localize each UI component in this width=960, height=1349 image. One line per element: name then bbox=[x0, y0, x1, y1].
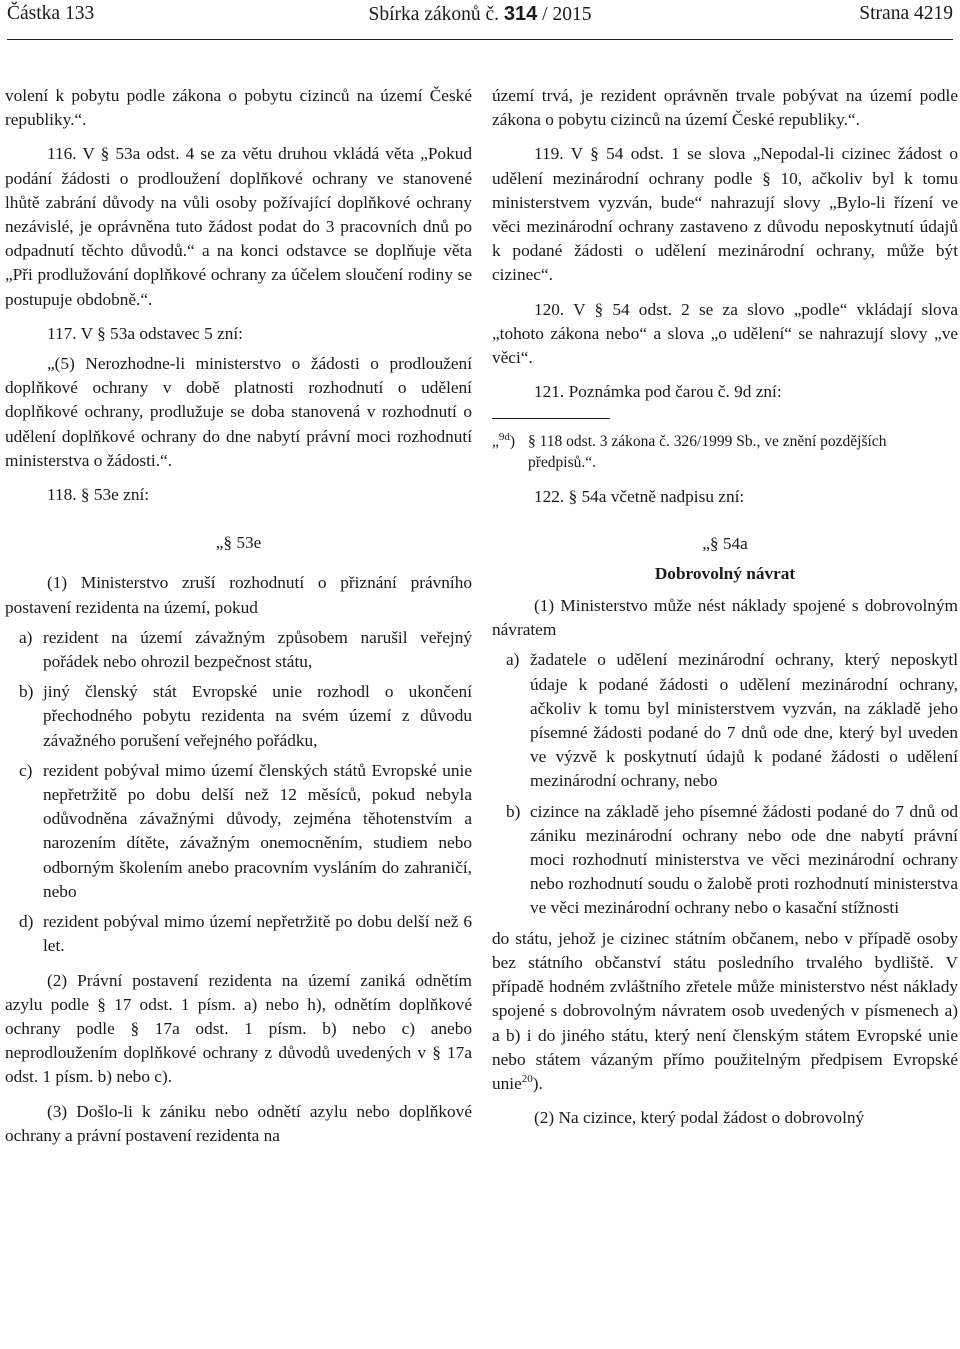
list-item: d) rezident pobýval mimo území nepřetržitě po dobu delší než 6 let. bbox=[19, 912, 472, 956]
section-53e-subsection-1: (1) Ministerstvo zruší rozhodnutí o přiznání právního postavení rezidenta na území, pokud bbox=[5, 573, 472, 617]
amendment-117: 117. V § 53a odstavec 5 zní: bbox=[47, 323, 243, 343]
section-54a-subsection-1-outro: do státu, jehož je cizinec státním občanem, nebo v případě osoby bez státního občanství státu posledního trvalého bydliště. V případě hodném zvláštního zřetele může ministerstvo nést náklady spojené s dobrovolným návratem osob uvedených v písmenech a) a b) i do jiného státu, který není členským státem Evropské unie nebo státem vázaným přímo použitelným předpisem Evropské unie$^{20}$). bbox=[492, 928, 958, 1093]
header-rule bbox=[7, 39, 953, 40]
issue-number: Částka 133 bbox=[7, 3, 95, 24]
paragraph-continuation: volení k pobytu podle zákona o pobytu cizinců na území České republiky.“. bbox=[5, 86, 472, 130]
right-column bbox=[492, 84, 958, 1130]
list-item: a) rezident na území závažným způsobem narušil veřejný pořádek nebo ohrozil bezpečnost státu, bbox=[19, 627, 472, 672]
amendment-119: 119. V § 54 odst. 1 se slova „Nepodal-li cizinec žádost o udělení mezinárodní ochrany podle § 10, ačkoliv byl k tomu ministerstvem vyzván, bude“ nahrazují slovy „Bylo-li řízení ve věci mezinárodní ochrany zastaveno z důvodu neposkytnutí údajů k podané žádosti o udělení mezinárodní ochrany, může být cizinec“. bbox=[492, 144, 958, 285]
subsection-5-text: „(5) Nerozhodne-li ministerstvo o žádosti o prodloužení doplňkové ochrany v době platnosti rozhodnutí o udělení doplňkové ochrany, prodlužuje se doba stanovená v rozhodnutí o udělení doplňkové ochrany do dne nabytí právní moci rozhodnutí ministerstva o žádosti.“. bbox=[5, 354, 472, 470]
section-53e-subsection-3: (3) Došlo-li k zániku nebo odnětí azylu nebo doplňkové ochrany a právní postavení rezidenta na bbox=[5, 1101, 472, 1145]
list-item: b) cizince na základě jeho písemné žádosti podané do 7 dnů od zániku mezinárodní ochrany nebo ode dne nabytí právní moci rozhodnutí ministerstva ve věci mezinárodní ochrany nebo rozhodnutí soudu o žalobě proti rozhodnutí ministerstva ve věci mezinárodní ochrany nebo o kasační stížnosti bbox=[506, 801, 958, 918]
section-53e-subsection-2: (2) Právní postavení rezidenta na území zaniká odnětím azylu podle § 17 odst. 1 písm. a) nebo h), odnětím doplňkové ochrany podle § 17a odst. 1 písm. b) nebo c) anebo neprodloužením doplňkové ochrany z důvodů uvedených v § 17a odst. 1 písm. b) nebo c). bbox=[5, 970, 472, 1087]
amendment-122: 122. § 54a včetně nadpisu zní: bbox=[534, 487, 745, 507]
footnote-label: „$^{9d}$) bbox=[492, 431, 516, 451]
section-53e-heading: „§ 53e bbox=[215, 533, 262, 553]
section-54a-heading: „§ 54a bbox=[702, 533, 748, 553]
section-54a-subsection-2: (2) Na cizince, který podal žádost o dobrovolný bbox=[534, 1108, 865, 1128]
footnote-rule bbox=[492, 418, 610, 419]
collection-prefix: Sbírka zákonů č. bbox=[368, 4, 500, 25]
collection-year: / 2015 bbox=[542, 4, 592, 25]
section-54a-title: Dobrovolný návrat bbox=[654, 563, 796, 583]
law-number: 314 bbox=[503, 3, 538, 25]
amendment-118: 118. § 53e zní: bbox=[47, 485, 150, 505]
amendment-120: 120. V § 54 odst. 2 se za slovo „podle“ vkládají slova „tohoto zákona nebo“ a slova „o udělení“ se nahrazují slovy „ve věci“. bbox=[492, 299, 958, 368]
list-item: b) jiný členský stát Evropské unie rozhodl o ukončení přechodného pobytu rezidenta na svém území z důvodu závažného porušení veřejného pořádku, bbox=[19, 682, 472, 750]
paragraph-continuation: území trvá, je rezident oprávněn trvale pobývat na území podle zákona o pobytu cizinců na území České republiky.“. bbox=[492, 86, 958, 130]
footnote-9d bbox=[492, 431, 958, 473]
amendment-121: 121. Poznámka pod čarou č. 9d zní: bbox=[534, 382, 782, 402]
page-header bbox=[0, 0, 960, 40]
amendment-116: 116. V § 53a odst. 4 se za větu druhou vkládá věta „Pokud podání žádosti o prodloužení doplňkové ochrany ve stanovené lhůtě zabrání důvody na vůli osoby požívající doplňkové ochrany nezávislé, je oprávněna tuto žádost podat do 3 pracovních dnů po odpadnutí těchto důvodů.“ a na konci odstavce se doplňuje věta „Při prodlužování doplňkové ochrany za účelem sloučení rodiny se postupuje obdobně.“. bbox=[5, 144, 472, 309]
footnote-text: § 118 odst. 3 zákona č. 326/1999 Sb., ve znění pozdějších předpisů.“. bbox=[528, 433, 887, 472]
page-number: Strana 4219 bbox=[859, 3, 953, 24]
list-item: c) rezident pobýval mimo území členských států Evropské unie nepřetržitě po dobu delší než 12 měsíců, pokud nebyla odůvodněna závažnými důvody, zejména těhotenstvím a narozením dítěte, závažným onemocněním, studiem nebo odborným školením anebo pracovním vysláním do zahraničí, nebo bbox=[19, 760, 472, 901]
collection-title bbox=[0, 3, 960, 26]
section-54a-subsection-1: (1) Ministerstvo může nést náklady spojené s dobrovolným návratem bbox=[492, 596, 958, 640]
list-item: a) žadatele o udělení mezinárodní ochrany, který neposkytl údaje k podané žádosti o udělení mezinárodní ochrany, ačkoliv k tomu byl ministerstvem vyzván, na základě jeho písemné žádosti podané do 7 dnů ode dne, který byl uveden ve výzvě k poskytnutí údajů k podané žádosti o udělení mezinárodní ochrany, nebo bbox=[506, 650, 958, 791]
left-column bbox=[5, 84, 472, 1148]
